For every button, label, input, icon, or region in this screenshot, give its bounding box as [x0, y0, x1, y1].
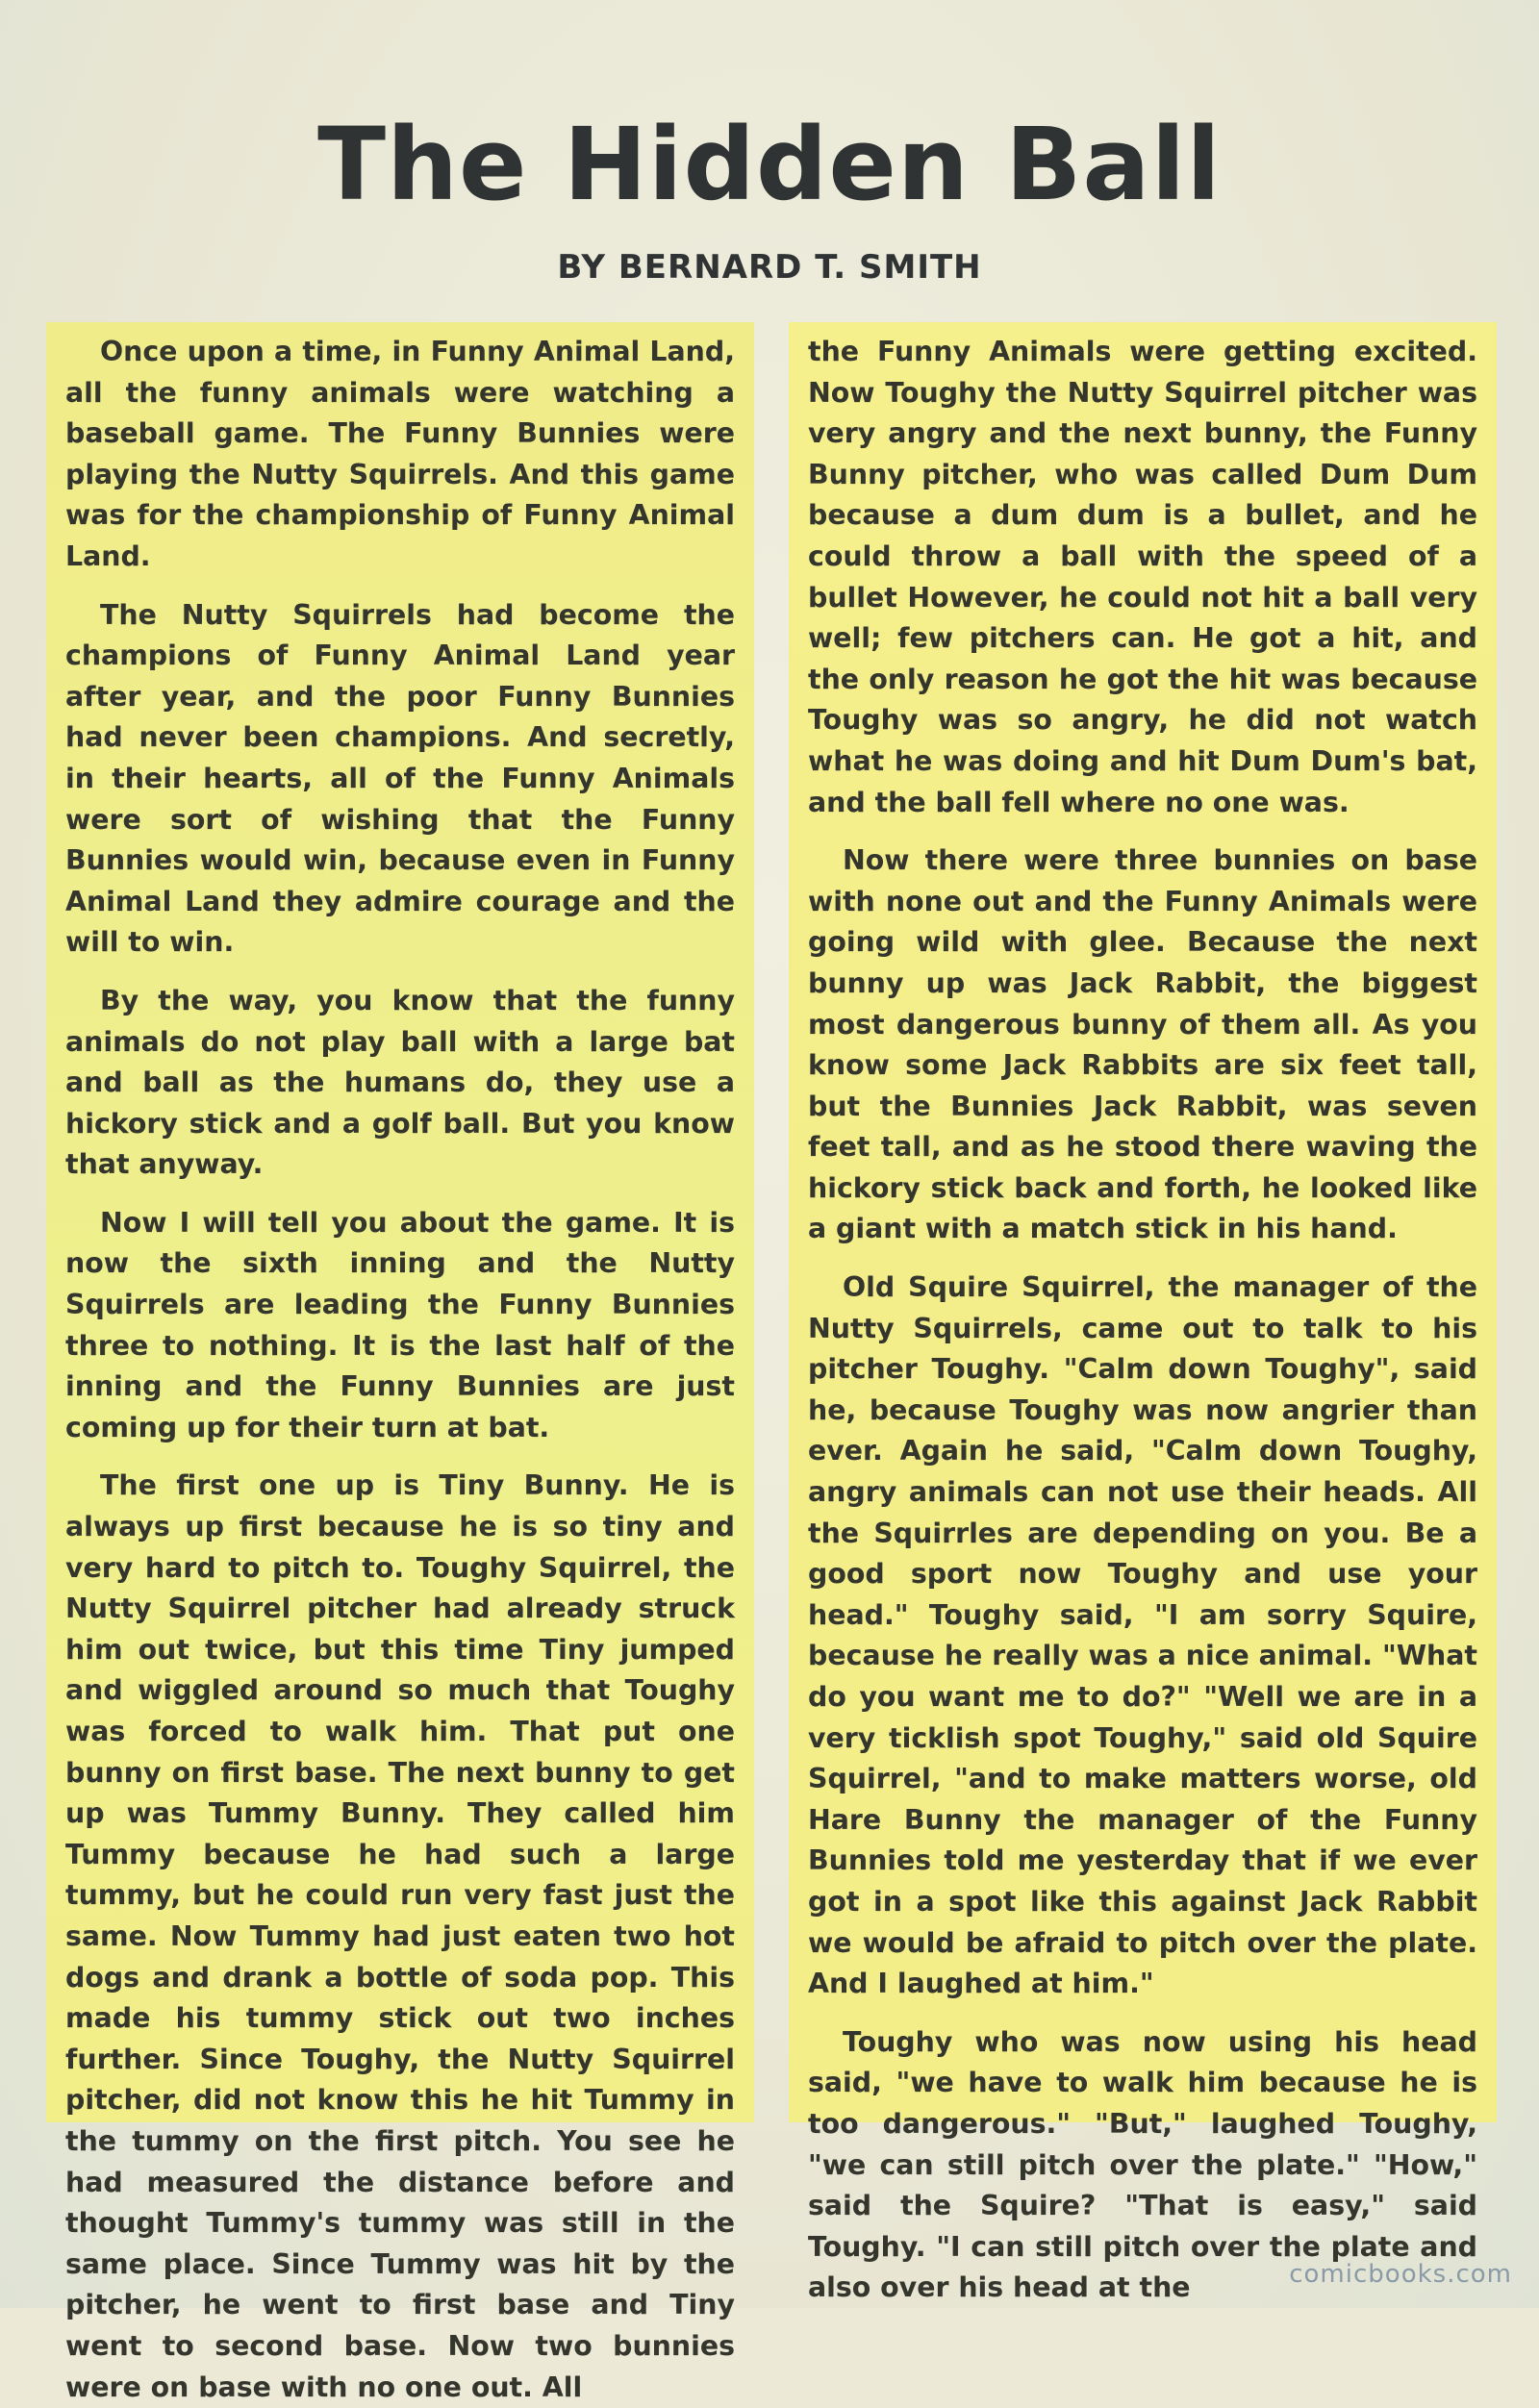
paragraph: Once upon a time, in Funny Animal Land, all the funny animals were watching a baseball game. The Funny Bunnies were playing the Nutty Squirrels. And this game was for the championship of Funny Animal Land. — [65, 336, 735, 572]
paragraph: Toughy who was now using his head said, "we have to walk him because he is too dangerous." "But," laughed Toughy, "we can still pitch over the plate." "How," said the Squire? "That is easy," said Toughy. "I can still pitch over the plate and also over his head at the — [808, 2025, 1477, 2304]
paragraph: the Funny Animals were getting excited. Now Toughy the Nutty Squirrel pitcher was very angry and the next bunny, the Funny Bunny pitcher, who was called Dum Dum because a dum dum is a bullet, and he could throw a ball with the speed of a bullet However, he could not hit a ball very well; few pitchers can. He got a hit, and the only reason he got the hit was because Toughy was so angry, he did not watch what he was doing and hit Dum Dum's bat, and the ball fell where no one was. — [808, 336, 1477, 818]
left-text-column — [46, 322, 754, 2403]
paragraph: Now there were three bunnies on base with none out and the Funny Animals were going wild with glee. Because the next bunny up was Jack Rabbit, the biggest most dangerous bunny of them all. As you know some Jack Rabbits are six feet tall, but the Bunnies Jack Rabbit, was seven feet tall, and as he stood there waving the hickory stick back and forth, he looked like a giant with a match stick in his hand. — [808, 844, 1477, 1245]
paragraph: The Nutty Squirrels had become the champions of Funny Animal Land year after year, and the poor Funny Bunnies had never been champions. And secretly, in their hearts, all of the Funny Animals were sort of wishing that the Funny Bunnies would win, because even in Funny Animal Land they admire courage and the will to win. — [65, 598, 735, 959]
paragraph: The first one up is Tiny Bunny. He is always up first because he is so tiny and very hard to pitch to. Toughy Squirrel, the Nutty Squirrel pitcher had already struck him out twice, but this time Tiny jumped and wiggled around so much that Toughy was forced to walk him. That put one bunny on first base. The next bunny to get up was Tummy Bunny. They called him Tummy because he had such a large tummy, but he could run very fast just the same. Now Tummy had just eaten two hot dogs and drank a bottle of soda pop. This made his tummy stick out two inches further. Since Toughy, the Nutty Squirrel pitcher, did not know this he hit Tummy in the tummy on the first pitch. You see he had measured the distance before and thought Tummy's tummy was still in the same place. Since Tummy was hit by the pitcher, he went to first base and Tiny went to second base. Now two bunnies were on base with no one out. All — [65, 1469, 735, 2403]
paragraph: By the way, you know that the funny animals do not play ball with a large bat and ball as the humans do, they use a hickory stick and a golf ball. But you know that anyway. — [65, 984, 735, 1181]
watermark: comicbooks.com — [1289, 2260, 1512, 2289]
paragraph: Now I will tell you about the game. It is now the sixth inning and the Nutty Squirrels are leading the Funny Bunnies three to nothing. It is the last half of the inning and the Funny Bunnies are just coming up for their turn at bat. — [65, 1206, 735, 1443]
story-byline: BY BERNARD T. SMITH — [557, 248, 982, 287]
story-title: The Hidden Ball — [317, 106, 1222, 223]
paragraph: Old Squire Squirrel, the manager of the Nutty Squirrels, came out to talk to his pitcher Toughy. "Calm down Toughy", said he, because Toughy was now angrier than ever. Again he said, "Calm down Toughy, angry animals can not use their heads. All the Squirrles are depending on you. Be a good sport now Toughy and use your head." Toughy said, "I am sorry Squire, because he really was a nice animal. "What do you want me to do?" "Well we are in a very ticklish spot Toughy," said old Squire Squirrel, "and to make matters worse, old Hare Bunny the manager of the Funny Bunnies told me yesterday that if we ever got in a spot like this against Jack Rabbit we would be afraid to pitch over the plate. And I laughed at him." — [808, 1271, 1477, 2000]
